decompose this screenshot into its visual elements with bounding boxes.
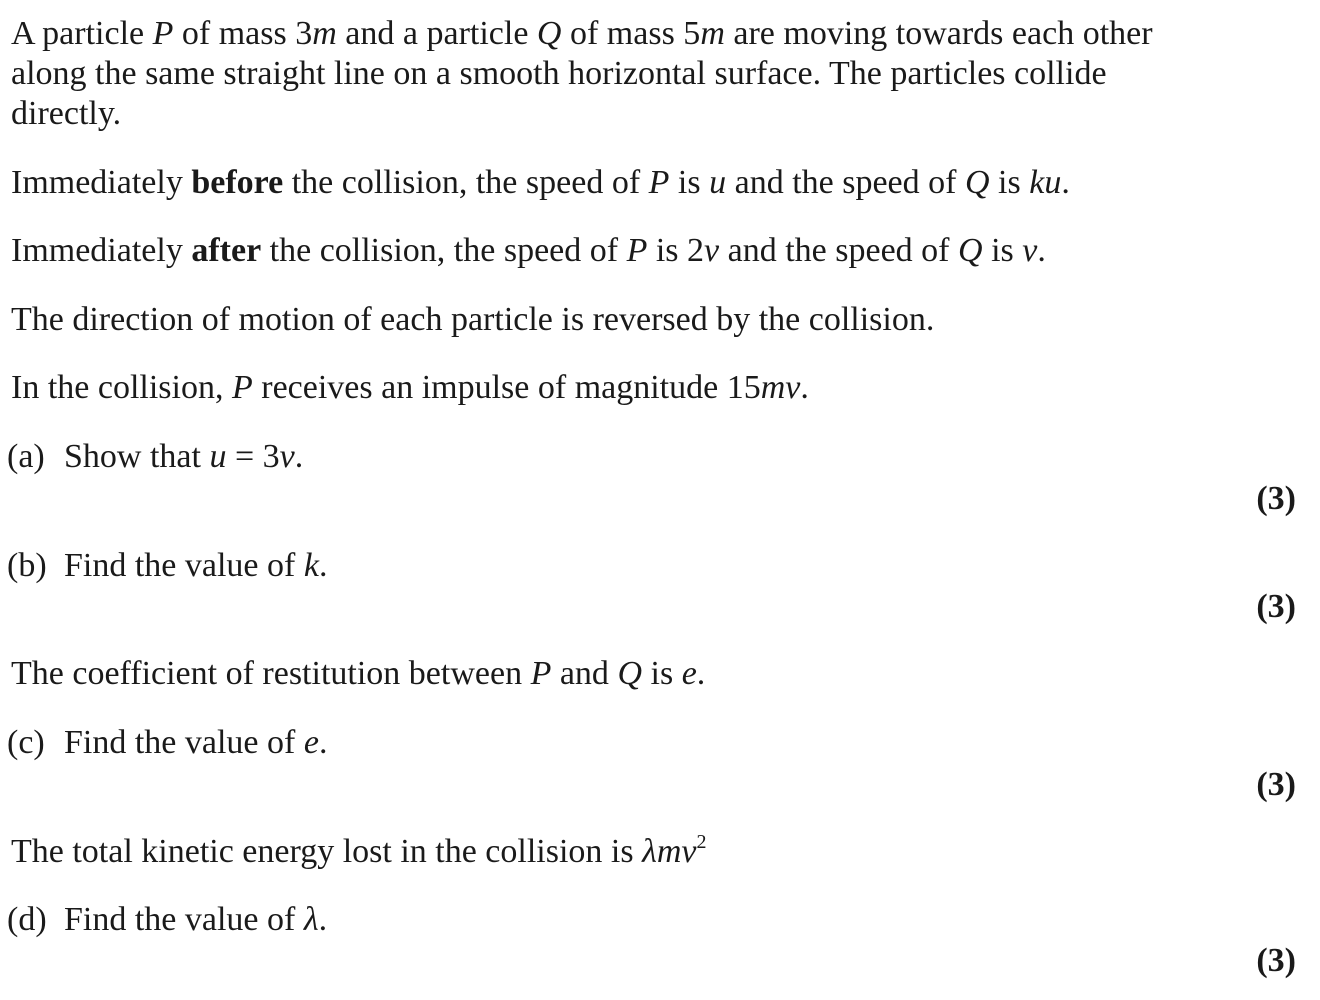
before-collision-text: Immediately before the collision, the speed of P is u and the speed of Q is ku.	[11, 164, 1070, 201]
part-d-marks: (3)	[1256, 942, 1296, 979]
kinetic-energy-text: The total kinetic energy lost in the collision is λmv$^2$	[11, 831, 707, 870]
intro-line-3: directly.	[11, 95, 122, 132]
part-a-marks: (3)	[1256, 480, 1296, 517]
part-d-label: (d)	[7, 901, 47, 938]
part-c-label: (c)	[7, 724, 45, 761]
part-c-marks: (3)	[1256, 766, 1296, 803]
intro-line-2: along the same straight line on a smooth horizontal surface. The particles collide	[11, 55, 1107, 92]
part-c-question: (c) Find the value of e.	[7, 724, 328, 761]
part-b-marks: (3)	[1256, 588, 1296, 625]
intro-line-1: A particle P of mass 3m and a particle Q of mass 5m are moving towards each other	[11, 15, 1153, 52]
direction-text: The direction of motion of each particle is reversed by the collision.	[11, 301, 935, 338]
after-collision-text: Immediately after the collision, the speed of P is 2v and the speed of Q is v.	[11, 232, 1046, 269]
part-d-question: (d) Find the value of λ.	[7, 901, 328, 938]
part-a-label: (a)	[7, 438, 45, 475]
part-b-label: (b)	[7, 547, 47, 584]
part-b-question: (b) Find the value of k.	[7, 547, 328, 584]
part-a-question: (a) Show that u = 3v.	[7, 438, 304, 475]
impulse-text: In the collision, P receives an impulse of magnitude 15mv.	[11, 369, 809, 406]
restitution-text: The coefficient of restitution between P and Q is e.	[11, 655, 706, 692]
